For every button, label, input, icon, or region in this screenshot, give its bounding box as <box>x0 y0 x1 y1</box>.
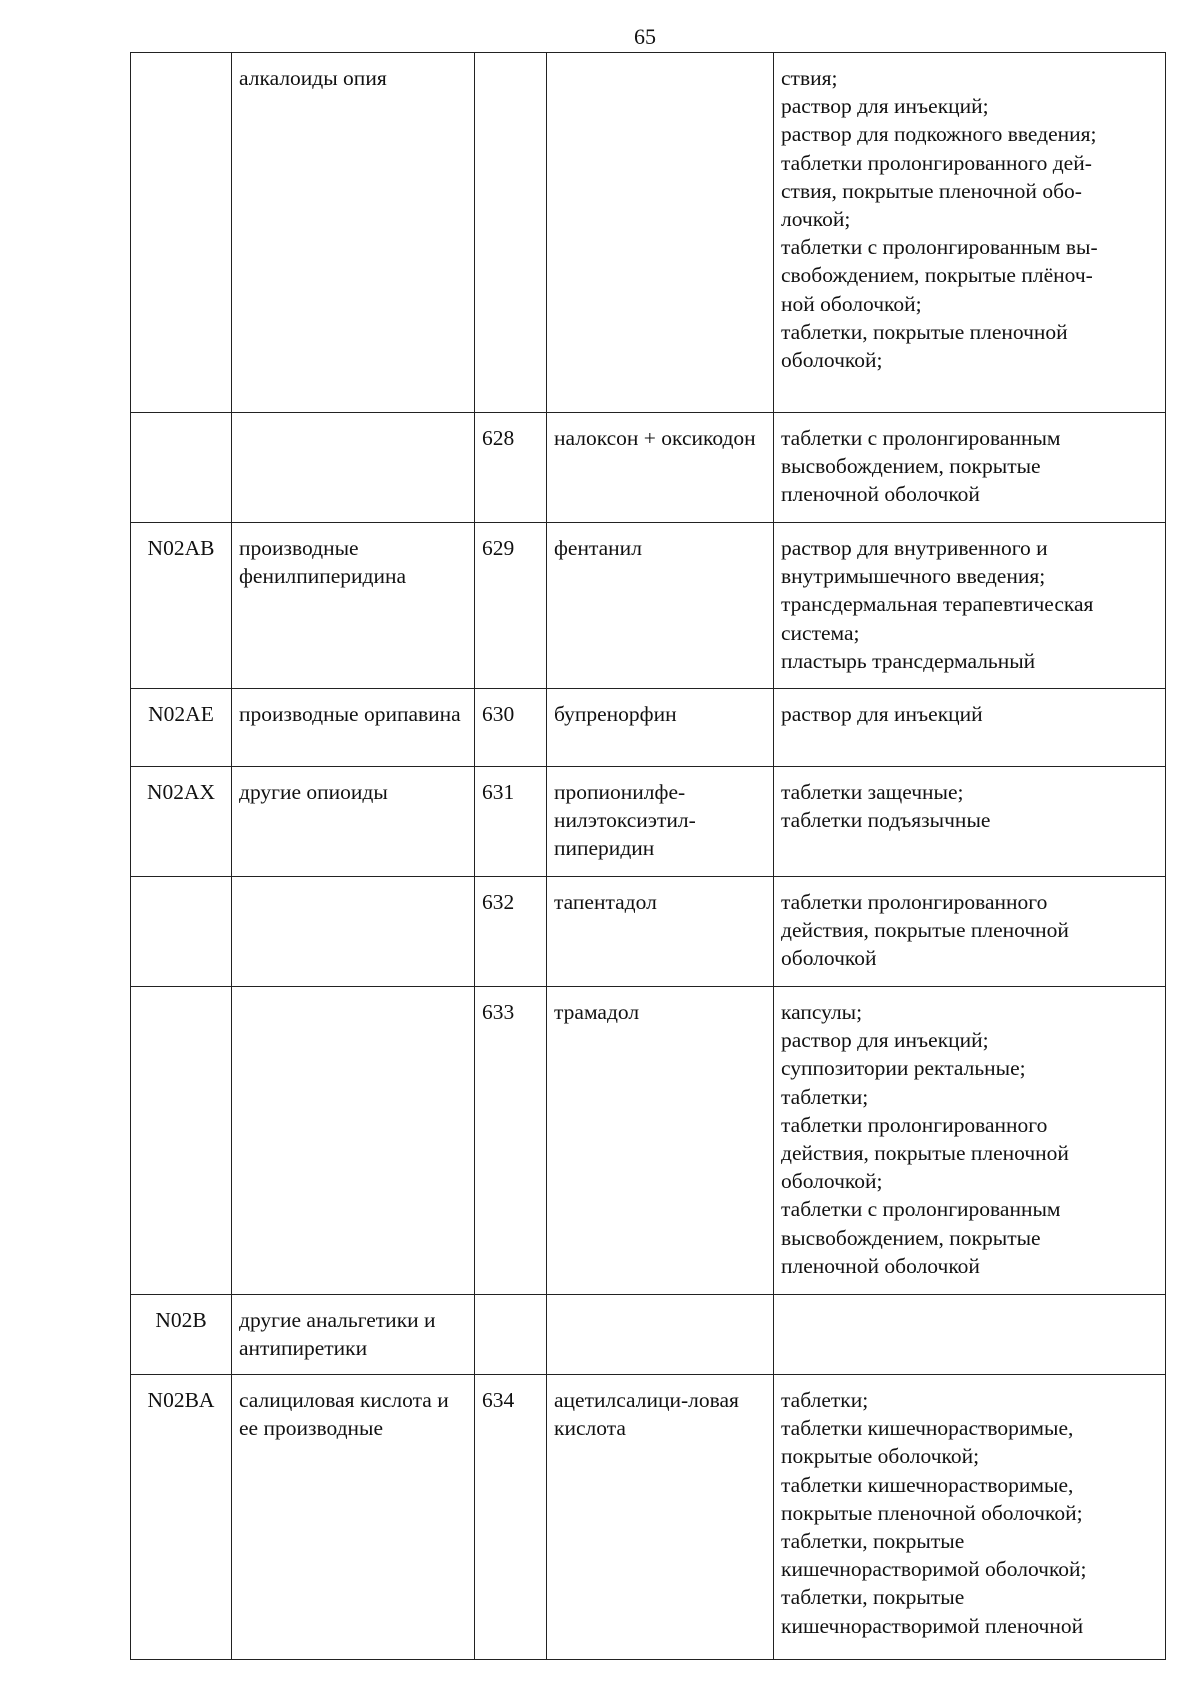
table-row <box>131 1295 1166 1375</box>
table-row <box>131 53 1166 413</box>
group-name-cell: производные фенилпиперидина <box>232 523 475 689</box>
dosage-form-line: таблетки подъязычные <box>781 808 991 833</box>
atc-code-cell <box>131 877 232 987</box>
dosage-form-line: таблетки, покрытые <box>781 1585 965 1610</box>
drug-name-cell: ацетилсалици-ловая кислота <box>547 1375 774 1660</box>
atc-code-cell <box>131 987 232 1295</box>
drug-table <box>130 52 1166 1660</box>
item-number-cell: 628 <box>475 413 547 523</box>
dosage-form-line: действия, покрытые пленочной <box>781 1141 1069 1166</box>
item-number-cell: 630 <box>475 689 547 767</box>
dosage-form-line: таблетки кишечнорастворимые, <box>781 1416 1074 1441</box>
group-name-cell: другие опиоиды <box>232 767 475 877</box>
dosage-form-line: ствия; <box>781 66 838 90</box>
dosage-form-line: таблетки, покрытые <box>781 1529 965 1554</box>
item-number-cell: 629 <box>475 523 547 689</box>
table-row <box>131 877 1166 987</box>
dosage-form-line: раствор для инъекций; <box>781 1028 989 1053</box>
drug-name-cell <box>547 1295 774 1375</box>
dosage-form-line: ствия, покрытые пленочной обо- <box>781 178 1082 203</box>
item-number-cell <box>475 53 547 413</box>
atc-code-cell: N02BA <box>131 1375 232 1660</box>
dosage-forms-cell <box>774 53 1166 413</box>
dosage-forms-cell <box>774 413 1166 523</box>
item-number-cell <box>475 1295 547 1375</box>
dosage-form-line: внутримышечного введения; <box>781 564 1046 589</box>
dosage-form-line: суппозитории ректальные; <box>781 1056 1026 1081</box>
table-row <box>131 767 1166 877</box>
group-name-cell: другие анальгетики и антипиретики <box>232 1295 475 1375</box>
dosage-form-line: система; <box>781 620 860 645</box>
table-row <box>131 413 1166 523</box>
dosage-forms-cell <box>774 1375 1166 1660</box>
dosage-forms-cell <box>774 689 1166 767</box>
item-number-cell: 632 <box>475 877 547 987</box>
drug-name-cell: бупренорфин <box>547 689 774 767</box>
dosage-forms-cell <box>774 877 1166 987</box>
table-body <box>131 53 1166 1660</box>
dosage-form-line: действия, покрытые пленочной <box>781 918 1069 943</box>
table-row <box>131 523 1166 689</box>
drug-name-cell <box>547 53 774 413</box>
dosage-forms-cell <box>774 767 1166 877</box>
dosage-forms-cell <box>774 1295 1166 1375</box>
dosage-form-line: таблетки; <box>781 1388 869 1412</box>
dosage-form-line: ной оболочкой; <box>781 291 922 316</box>
drug-name-cell: пропионилфе- нилэтоксиэтил- пиперидин <box>547 767 774 877</box>
dosage-forms-cell <box>774 523 1166 689</box>
dosage-form-line: пленочной оболочкой <box>781 1253 980 1278</box>
atc-code-cell: N02AB <box>131 523 232 689</box>
dosage-form-line: таблетки пролонгированного дей- <box>781 150 1092 175</box>
drug-name-cell: тапентадол <box>547 877 774 987</box>
table-row <box>131 987 1166 1295</box>
dosage-form-line: таблетки защечные; <box>781 780 964 804</box>
dosage-form-line: лочкой; <box>781 207 851 232</box>
group-name-cell: производные орипавина <box>232 689 475 767</box>
table-row <box>131 1375 1166 1660</box>
dosage-form-line: таблетки кишечнорастворимые, <box>781 1472 1074 1497</box>
group-name-cell: салициловая кислота и ее производные <box>232 1375 475 1660</box>
dosage-form-line: покрытые пленочной оболочкой; <box>781 1500 1083 1525</box>
dosage-form-line: высвобождением, покрытые <box>781 454 1041 479</box>
dosage-form-line: оболочкой; <box>781 348 883 373</box>
atc-code-cell: N02B <box>131 1295 232 1375</box>
item-number-cell: 634 <box>475 1375 547 1660</box>
dosage-form-line: таблетки, покрытые пленочной <box>781 319 1068 344</box>
drug-name-cell: фентанил <box>547 523 774 689</box>
dosage-form-line: оболочкой <box>781 946 877 971</box>
dosage-form-line: таблетки; <box>781 1084 869 1109</box>
dosage-form-line: таблетки с пролонгированным <box>781 1197 1061 1222</box>
dosage-form-line: кишечнорастворимой пленочной <box>781 1613 1084 1638</box>
dosage-form-line: покрытые оболочкой; <box>781 1444 980 1469</box>
item-number-cell: 631 <box>475 767 547 877</box>
dosage-form-line: раствор для инъекций; <box>781 94 989 119</box>
dosage-form-line: оболочкой; <box>781 1169 883 1194</box>
dosage-form-line: таблетки с пролонгированным вы- <box>781 235 1098 260</box>
dosage-form-line: таблетки пролонгированного <box>781 1112 1048 1137</box>
atc-code-cell <box>131 53 232 413</box>
dosage-form-line: трансдермальная терапевтическая <box>781 592 1094 617</box>
dosage-form-line: кишечнорастворимой оболочкой; <box>781 1557 1087 1582</box>
atc-code-cell: N02AX <box>131 767 232 877</box>
dosage-form-line: раствор для инъекций <box>781 702 983 726</box>
dosage-form-line: таблетки пролонгированного <box>781 890 1048 914</box>
dosage-form-line: высвобождением, покрытые <box>781 1225 1041 1250</box>
group-name-cell <box>232 987 475 1295</box>
group-name-cell <box>232 413 475 523</box>
dosage-form-line: капсулы; <box>781 1000 863 1024</box>
table-row <box>131 689 1166 767</box>
dosage-form-line: таблетки с пролонгированным <box>781 426 1061 450</box>
dosage-forms-cell <box>774 987 1166 1295</box>
item-number-cell: 633 <box>475 987 547 1295</box>
dosage-form-line: пластырь трансдермальный <box>781 648 1036 673</box>
group-name-cell: алкалоиды опия <box>232 53 475 413</box>
dosage-form-line: раствор для внутривенного и <box>781 536 1048 560</box>
drug-name-cell: трамадол <box>547 987 774 1295</box>
dosage-form-line: раствор для подкожного введения; <box>781 122 1097 147</box>
drug-name-cell: налоксон + оксикодон <box>547 413 774 523</box>
atc-code-cell: N02AE <box>131 689 232 767</box>
dosage-form-line: пленочной оболочкой <box>781 482 980 507</box>
page-number: 65 <box>634 24 656 49</box>
group-name-cell <box>232 877 475 987</box>
dosage-form-line: свобождением, покрытые плёноч- <box>781 263 1093 288</box>
atc-code-cell <box>131 413 232 523</box>
